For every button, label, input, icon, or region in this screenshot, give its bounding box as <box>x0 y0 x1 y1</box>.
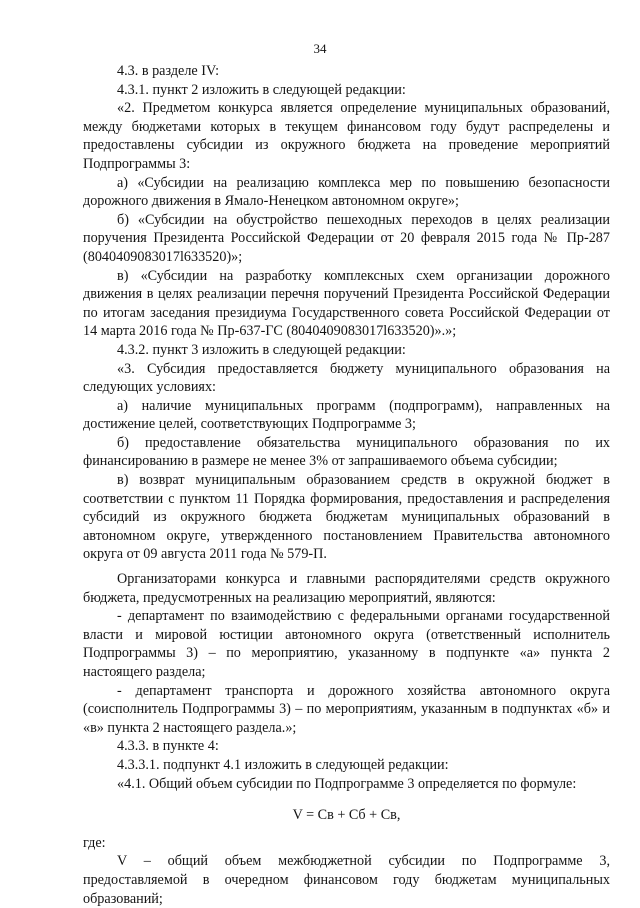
formula: V = Cв + Cб + Cв, <box>292 807 401 824</box>
paragraph: в) возврат муниципальным образованием средств в окружной бюджет в соответствии с пунктом 11 Порядка формирования, предоставления и распределения субсидий из окружного бюджета бюджетам муниципальных образований в автономном округе, утвержденного постановлением Правительства автономного округа от 09 августа 2011 года № 579-П. <box>83 472 610 563</box>
final-paragraph: V – общий объем межбюджетной субсидии по Подпрограмме 3, предоставляемой в очередном финансовом году бюджетам муниципальных образований; <box>83 853 610 907</box>
paragraph: в) «Субсидии на разработку комплексных схем организации дорожного движения в целях реализации перечня поручений Президента Российской Федерации по итогам заседания президиума Государственного совета Российской Федерации от 14 марта 2016 года № Пр-637-ГС (8040409083017l633520)».»; <box>83 267 610 340</box>
paragraph: 4.3.2. пункт 3 изложить в следующей редакции: <box>117 341 406 358</box>
paragraph: б) «Субсидии на обустройство пешеходных переходов в целях реализации поручения Президента Российской Федерации от 20 февраля 2015 года № Пр-287 (8040409083017l633520)»; <box>83 211 610 265</box>
paragraph: 4.3.1. пункт 2 изложить в следующей редакции: <box>117 81 406 98</box>
paragraph: а) «Субсидии на реализацию комплекса мер по повышению безопасности дорожного движения в Ямало-Ненецком автономном округе»; <box>83 174 610 210</box>
paragraph: - департамент транспорта и дорожного хозяйства автономного округа (соисполнитель Подпрограммы 3) – по мероприятиям, указанным в подпунктах «б» и «в» пункта 2 настоящего раздела.»; <box>83 682 610 736</box>
paragraph: 4.3. в разделе IV: <box>117 63 220 79</box>
document-body <box>83 62 610 908</box>
paragraph: «4.1. Общий объем субсидии по Подпрограмме 3 определяется по формуле: <box>117 775 577 792</box>
paragraph: Организаторами конкурса и главными распорядителями средств окружного бюджета, предусмотренных на реализацию мероприятий, являются: <box>83 571 610 606</box>
where-label: где: <box>83 834 106 851</box>
paragraph: 4.3.3. в пункте 4: <box>117 738 219 755</box>
paragraph: - департамент по взаимодействию с федеральными органами государственной власти и мировой юстиции автономного округа (ответственный исполнитель Подпрограммы 3) – по мероприятию, указанному в подпункте «а» пункта 2 настоящего раздела; <box>83 608 610 680</box>
page-number: 34 <box>313 41 327 56</box>
paragraph: а) наличие муниципальных программ (подпрограмм), направленных на достижение целей, соответствующих Подпрограмме 3; <box>83 397 610 433</box>
paragraph: «2. Предметом конкурса является определение муниципальных образований, между бюджетами которых в текущем финансовом году будут распределены и предоставлены субсидии из окружного бюджета на проведение мероприятий Подпрограммы 3: <box>83 100 610 172</box>
paragraph: «3. Субсидия предоставляется бюджету муниципального образования на следующих условиях: <box>83 360 610 396</box>
paragraph: б) предоставление обязательства муниципального образования по их финансированию в размере не менее 3% от запрашиваемого объема субсидии; <box>83 434 610 470</box>
paragraph: 4.3.3.1. подпункт 4.1 изложить в следующей редакции: <box>117 756 449 773</box>
